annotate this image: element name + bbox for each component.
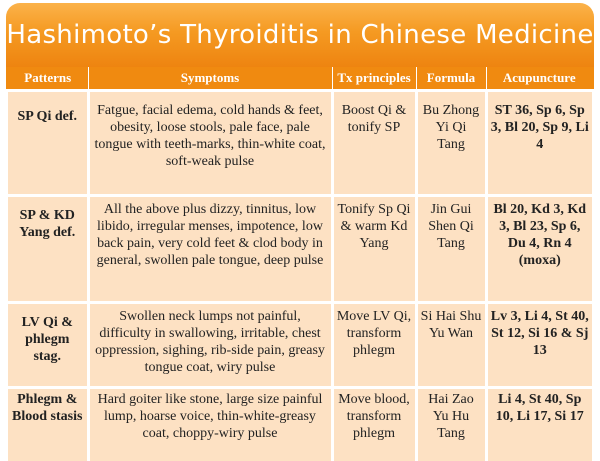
pattern-cell: SP & KD Yang def. xyxy=(8,196,88,303)
symptoms-cell: Hard goiter like stone, large size painful lump, hoarse voice, thin-white-greasy coat, choppy-wiry pulse xyxy=(88,388,332,461)
symptoms-cell: Fatgue, facial edema, cold hands & feet, obesity, loose stools, pale face, pale tongue with teeth-marks, thin-white coat, soft-weak pulse xyxy=(88,91,332,196)
table-row xyxy=(8,91,592,196)
table-header-row xyxy=(8,67,592,91)
header-acupuncture: Acupuncture xyxy=(486,67,592,91)
acupuncture-cell: Li 4, St 40, Sp 10, Li 17, Si 17 xyxy=(486,388,592,461)
header-formula: Formula xyxy=(416,67,486,91)
symptoms-cell: Swollen neck lumps not painful, difficulty in swallowing, irritable, chest oppression, sighing, rib-side pain, greasy tongue coat, wiry pulse xyxy=(88,303,332,388)
symptoms-cell: All the above plus dizzy, tinnitus, low libido, irregular menses, impotence, low back pain, very cold feet & clod body in general, swollen pale tongue, deep pulse xyxy=(88,196,332,303)
pattern-cell: LV Qi & phlegm stag. xyxy=(8,303,88,388)
acupuncture-cell: Lv 3, Li 4, St 40, St 12, Si 16 & Sj 13 xyxy=(486,303,592,388)
header-symptoms: Symptoms xyxy=(88,67,332,91)
formula-cell: Hai Zao Yu Hu Tang xyxy=(416,388,486,461)
table-row xyxy=(8,388,592,461)
pattern-cell: SP Qi def. xyxy=(8,91,88,196)
tx-principles-cell: Move LV Qi, transform phlegm xyxy=(332,303,416,388)
tx-principles-cell: Boost Qi & tonify SP xyxy=(332,91,416,196)
tx-principles-cell: Tonify Sp Qi & warm Kd Yang xyxy=(332,196,416,303)
formula-cell: Si Hai Shu Yu Wan xyxy=(416,303,486,388)
header-patterns: Patterns xyxy=(8,67,88,91)
formula-cell: Bu Zhong Yi Qi Tang xyxy=(416,91,486,196)
formula-cell: Jin Gui Shen Qi Tang xyxy=(416,196,486,303)
table-row xyxy=(8,196,592,303)
slide-title: Hashimoto’s Thyroiditis in Chinese Medicine xyxy=(6,20,593,50)
tx-principles-cell: Move blood, transform phlegm xyxy=(332,388,416,461)
acupuncture-cell: Bl 20, Kd 3, Kd 3, Bl 23, Sp 6, Du 4, Rn 4 (moxa) xyxy=(486,196,592,303)
pattern-cell: Phlegm & Blood stasis xyxy=(8,388,88,461)
title-bar xyxy=(6,3,594,67)
table-row xyxy=(8,303,592,388)
tcm-patterns-table xyxy=(8,67,592,461)
header-tx-principles: Tx principles xyxy=(332,67,416,91)
acupuncture-cell: ST 36, Sp 6, Sp 3, Bl 20, Sp 9, Li 4 xyxy=(486,91,592,196)
